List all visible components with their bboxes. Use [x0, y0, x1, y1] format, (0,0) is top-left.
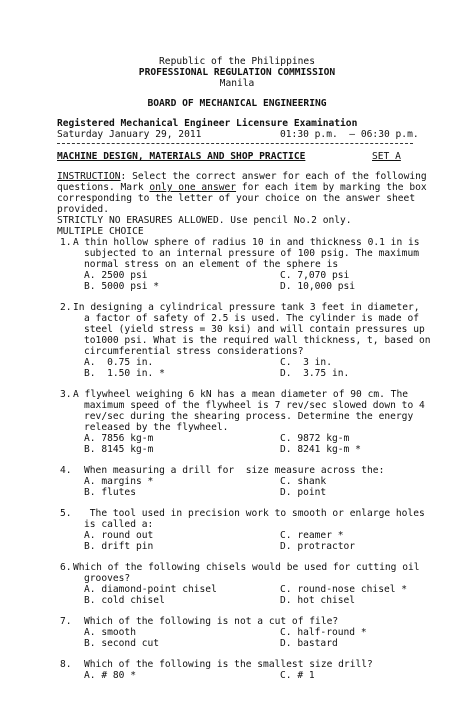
choice-a: A. diamond-point chisel	[84, 584, 217, 595]
choice-b: B. 5000 psi *	[84, 281, 160, 292]
instruction-text-2a: questions. Mark	[57, 182, 150, 193]
choice-d: D. 8241 kg-m *	[280, 444, 361, 455]
choice-d: D. hot chisel	[280, 595, 356, 606]
question-number: 5.	[60, 508, 72, 519]
republic-line: Republic of the Philippines	[159, 56, 315, 67]
choice-d: D. point	[280, 487, 327, 498]
choice-b: B. flutes	[84, 487, 136, 498]
choice-a: A. smooth	[84, 627, 136, 638]
question-text: Which of the following chisels would be used for cutting oil	[73, 562, 420, 573]
question-number: 7.	[60, 616, 72, 627]
instruction-line-5: STRICTLY NO ERASURES ALLOWED. Use pencil No.2 only.	[57, 215, 352, 226]
choice-b: B. drift pin	[84, 541, 154, 552]
instruction-text-2b: for each item by marking the box	[236, 182, 427, 193]
choice-d: D. protractor	[280, 541, 356, 552]
exam-time: 01:30 p.m. – 06:30 p.m.	[280, 129, 419, 140]
choice-c: C. 9872 kg-m	[280, 433, 350, 444]
question-text: The tool used in precision work to smooth or enlarge holes	[84, 508, 425, 519]
exam-title: Registered Mechanical Engineer Licensure Examination	[57, 118, 358, 129]
question-number: 6.	[60, 562, 72, 573]
instruction-text-1: : Select the correct answer for each of the following	[120, 171, 427, 182]
choice-a: A. 2500 psi	[84, 270, 148, 281]
question-text: maximum speed of the flywheel is 7 rev/sec slowed down to 4	[84, 400, 425, 411]
question-text: Which of the following is not a cut of file?	[84, 616, 339, 627]
instruction-line-4: provided.	[57, 204, 109, 215]
question-number: 2.	[60, 302, 72, 313]
dashed-divider	[57, 143, 413, 144]
question-number: 3.	[60, 389, 72, 400]
subject-title: MACHINE DESIGN, MATERIALS AND SHOP PRACTICE	[57, 151, 306, 162]
choice-b: B. 8145 kg-m	[84, 444, 154, 455]
question-text: A flywheel weighing 6 kN has a mean diameter of 90 cm. The	[73, 389, 409, 400]
choice-a: A. # 80 *	[84, 670, 136, 681]
choice-c: C. 3 in.	[280, 357, 332, 368]
question-text: released by the flywheel.	[84, 422, 229, 433]
instruction-line-1	[57, 171, 427, 182]
question-text: a factor of safety of 2.5 is used. The cylinder is made of	[84, 313, 420, 324]
question-text: Which of the following is the smallest size drill?	[84, 659, 373, 670]
exam-date: Saturday January 29, 2011	[57, 129, 202, 140]
commission-line: PROFESSIONAL REGULATION COMMISSION	[138, 67, 336, 78]
question-number: 8.	[60, 659, 72, 670]
question-text: rev/sec during the shearing process. Determine the energy	[84, 411, 414, 422]
instruction-line-6: MULTIPLE CHOICE	[57, 226, 144, 237]
question-text: is called a:	[84, 519, 154, 530]
choice-d: D. 10,000 psi	[280, 281, 356, 292]
city-line: Manila	[219, 78, 255, 89]
choice-c: C. half-round *	[280, 627, 367, 638]
choice-b: B. 1.50 in. *	[84, 368, 165, 379]
choice-a: A. 0.75 in.	[84, 357, 154, 368]
choice-d: D. 3.75 in.	[280, 368, 350, 379]
choice-b: B. cold chisel	[84, 595, 165, 606]
choice-c: C. # 1	[280, 670, 315, 681]
instruction-line-2	[57, 182, 427, 193]
choice-c: C. shank	[280, 476, 327, 487]
choice-a: A. margins *	[84, 476, 154, 487]
question-text: In designing a cylindrical pressure tank 3 feet in diameter,	[73, 302, 420, 313]
choice-a: A. round out	[84, 530, 154, 541]
question-text: subjected to an internal pressure of 100 psig. The maximum	[84, 248, 420, 259]
instruction-emphasis: only one answer	[149, 182, 237, 193]
question-text: A thin hollow sphere of radius 10 in and thickness 0.1 in is	[73, 237, 420, 248]
choice-c: C. reamer *	[280, 530, 344, 541]
instruction-line-3: corresponding to the letter of your choice on the answer sheet	[57, 193, 416, 204]
instruction-label: INSTRUCTION	[57, 171, 121, 182]
choice-a: A. 7856 kg-m	[84, 433, 154, 444]
question-number: 4.	[60, 465, 72, 476]
question-text: grooves?	[84, 573, 131, 584]
question-number: 1.	[60, 237, 72, 248]
choice-c: C. round-nose chisel *	[280, 584, 408, 595]
question-text: to1000 psi. What is the required wall thickness, t, based on	[84, 335, 431, 346]
question-text: steel (yield stress = 30 ksi) and will contain pressures up	[84, 324, 425, 335]
question-text: circumferential stress considerations?	[84, 346, 304, 357]
question-text: normal stress on an element of the sphere is	[84, 259, 339, 270]
choice-c: C. 7,070 psi	[280, 270, 350, 281]
board-title: BOARD OF MECHANICAL ENGINEERING	[147, 98, 327, 109]
set-label: SET A	[372, 151, 401, 162]
choice-b: B. second cut	[84, 638, 160, 649]
choice-d: D. bastard	[280, 638, 338, 649]
question-text: When measuring a drill for size measure across the:	[84, 465, 385, 476]
